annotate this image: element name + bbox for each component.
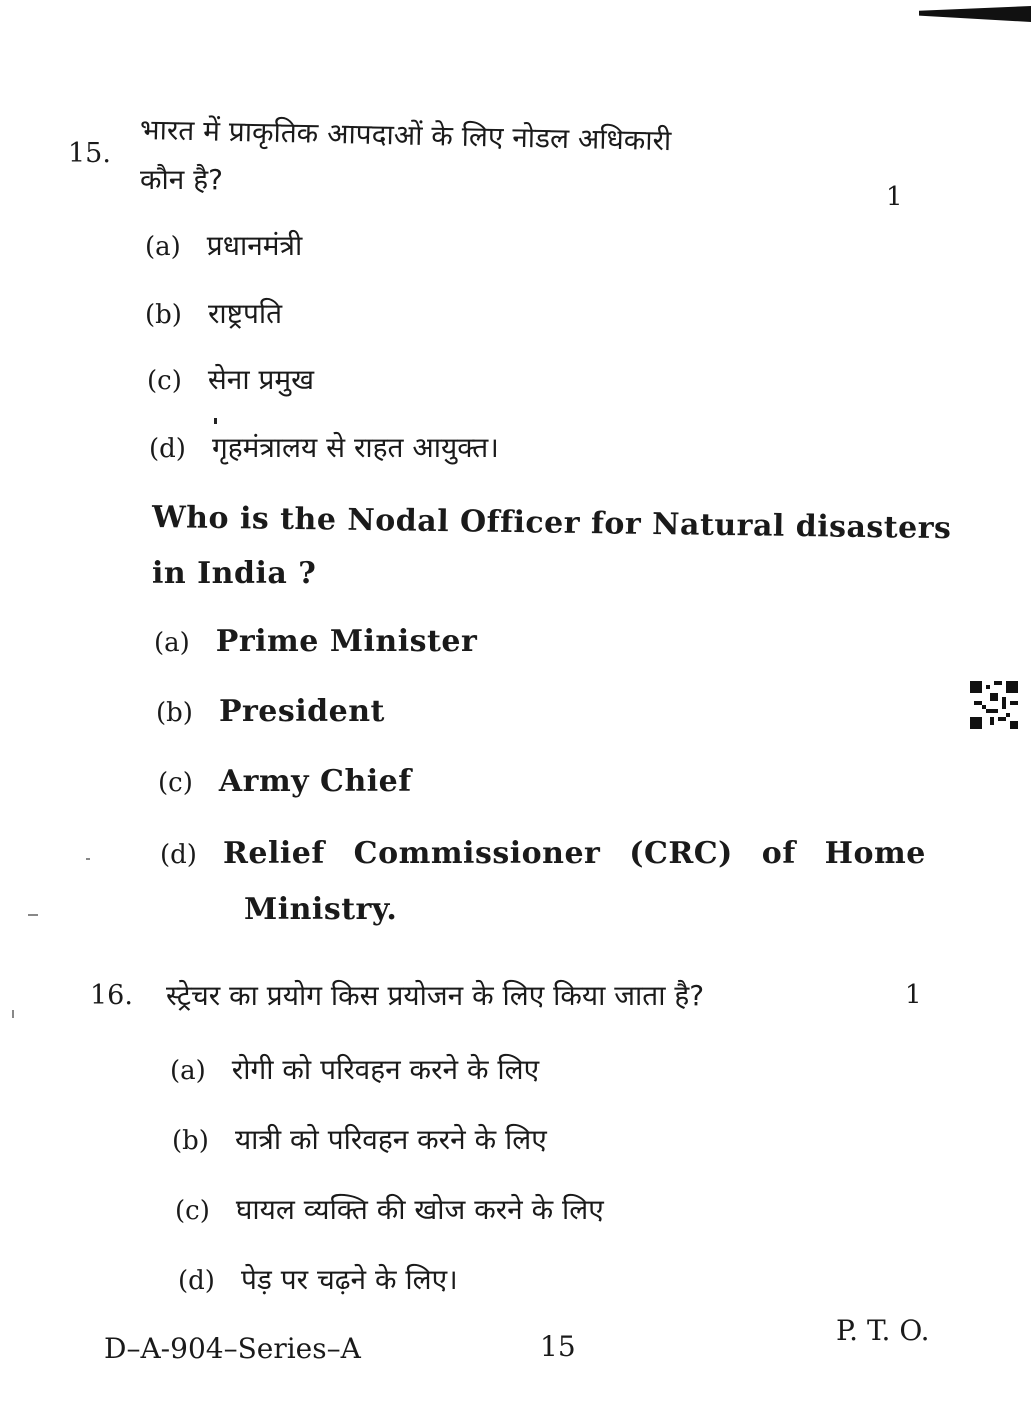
option-text: सेना प्रमुख	[207, 363, 315, 396]
option-text: Relief Commissioner (CRC) of Home	[222, 836, 926, 871]
question-text-english-line2: in India ?	[152, 556, 317, 591]
option-c-hindi	[175, 1190, 604, 1228]
option-label: (c)	[175, 1196, 210, 1226]
question-text-hindi-line1: स्ट्रेचर का प्रयोग किस प्रयोजन के लिए किया जाता है?	[166, 979, 705, 1012]
question-marks: 1	[905, 980, 922, 1010]
option-label: (c)	[147, 366, 182, 396]
paper-code: D–A-904–Series–A	[104, 1332, 361, 1365]
option-c-hindi	[147, 360, 314, 398]
qr-code-icon	[970, 681, 1018, 729]
option-text: Prime Minister	[215, 624, 478, 659]
option-label: (b)	[156, 698, 193, 728]
option-label: (d)	[160, 840, 197, 870]
option-label: (b)	[172, 1126, 209, 1156]
option-label: (a)	[170, 1056, 206, 1086]
option-d-hindi	[178, 1260, 458, 1298]
option-label: (b)	[145, 300, 182, 330]
question-number: 16.	[90, 980, 133, 1011]
option-a-hindi	[145, 226, 302, 264]
option-d-english	[160, 836, 926, 871]
option-text: यात्री को परिवहन करने के लिए	[234, 1123, 547, 1156]
option-a-english	[154, 624, 477, 659]
option-text: Army Chief	[218, 764, 412, 799]
scan-speck	[86, 858, 90, 860]
option-b-hindi	[172, 1120, 547, 1158]
option-text: प्रधानमंत्री	[206, 229, 303, 262]
question-text-hindi-line1: भारत में प्राकृतिक आपदाओं के लिए नोडल अधिकारी	[139, 113, 672, 158]
option-text: रोगी को परिवहन करने के लिए	[231, 1053, 540, 1086]
option-b-hindi	[145, 294, 282, 332]
option-text: पेड़ पर चढ़ने के लिए।	[240, 1263, 458, 1296]
question-number: 15.	[68, 138, 111, 169]
option-text: गृहमंत्रालय से राहत आयुक्त।	[211, 431, 499, 464]
page-number: 15	[540, 1330, 576, 1363]
option-b-english	[156, 694, 385, 729]
option-label: (a)	[145, 232, 181, 262]
scan-speck	[214, 418, 217, 424]
question-text-english-line1: Who is the Nodal Officer for Natural disasters	[151, 500, 952, 547]
option-d-hindi	[149, 428, 499, 466]
corner-mark	[919, 6, 1031, 22]
pto-label: P. T. O.	[836, 1314, 930, 1347]
option-label: (c)	[158, 768, 193, 798]
question-text-hindi-line2: कौन है?	[140, 163, 223, 196]
option-label: (a)	[154, 628, 190, 658]
option-text-continued: Ministry.	[244, 892, 398, 927]
option-text: घायल व्यक्ति की खोज करने के लिए	[235, 1193, 604, 1226]
scan-speck	[28, 914, 38, 916]
option-label: (d)	[149, 434, 186, 464]
option-label: (d)	[178, 1266, 215, 1296]
question-marks: 1	[886, 182, 903, 212]
option-c-english	[158, 764, 412, 799]
scan-speck	[12, 1010, 14, 1018]
option-text: राष्ट्रपति	[207, 297, 283, 330]
option-a-hindi	[170, 1050, 539, 1088]
option-text: President	[218, 694, 385, 729]
